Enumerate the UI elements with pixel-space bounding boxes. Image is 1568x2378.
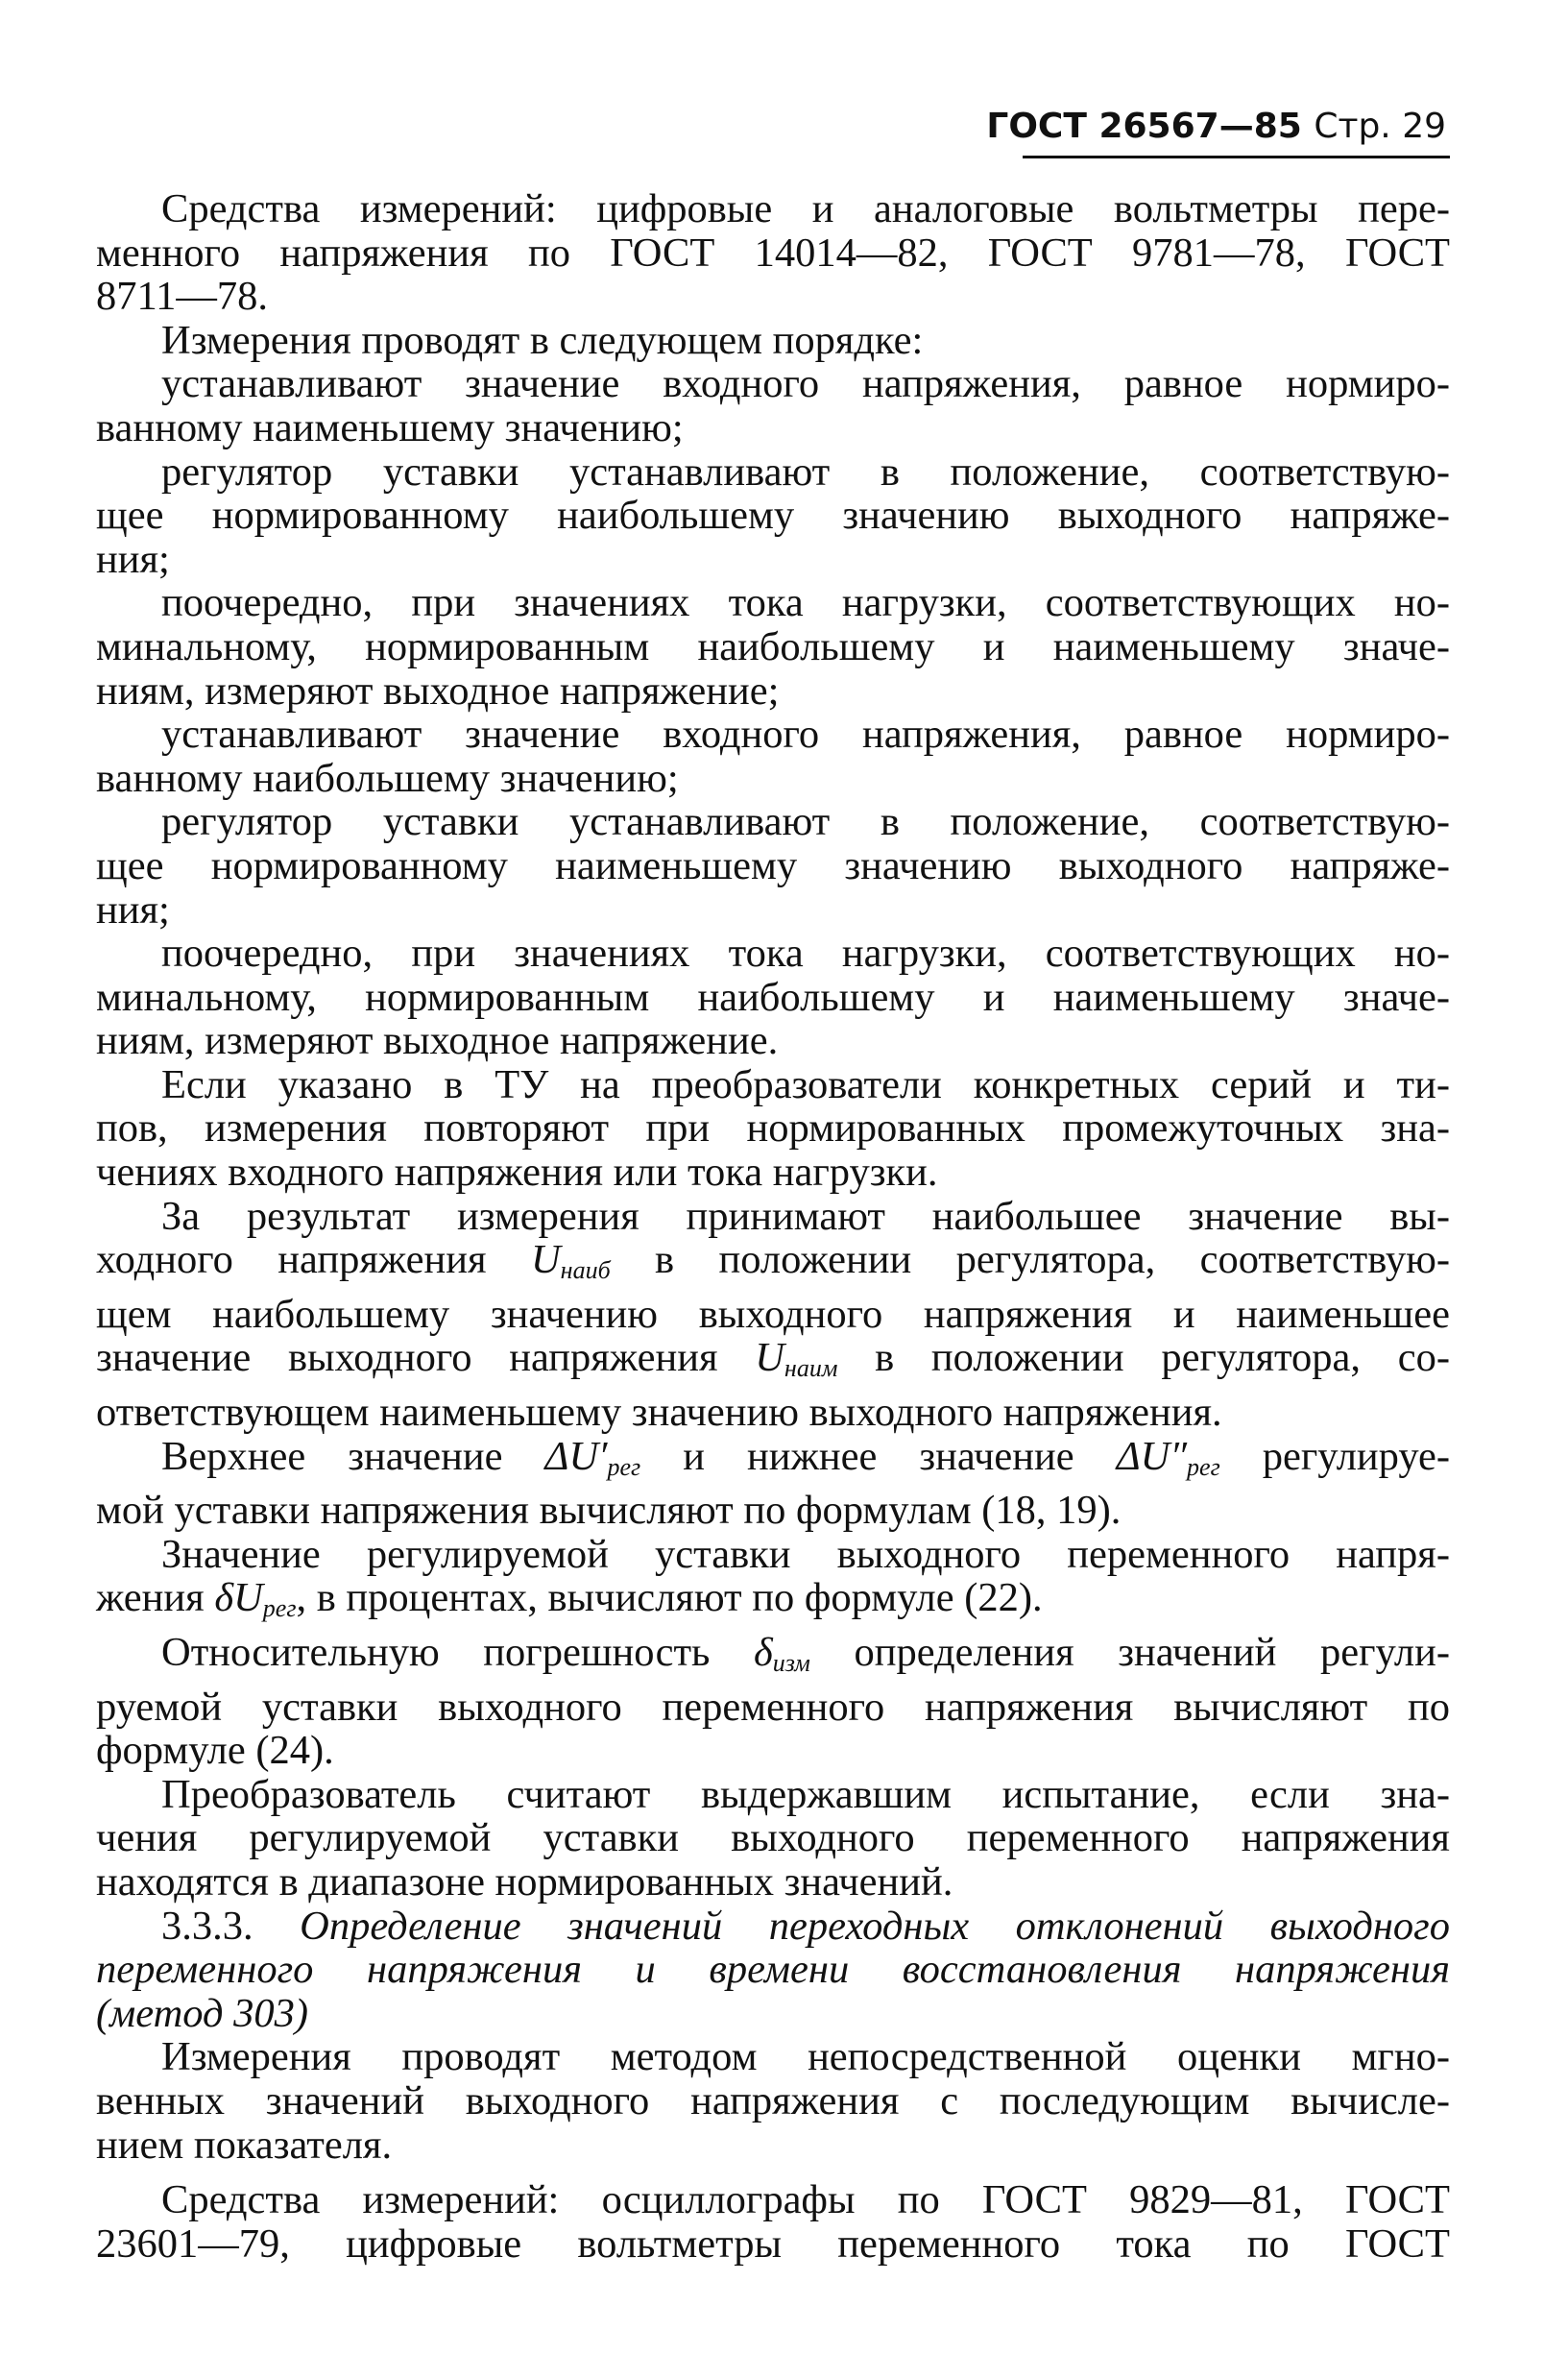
text-line: менного напряжения по ГОСТ 14014—82, ГОСТ 9781—78, ГОСТ: [96, 230, 1450, 276]
text-line: Средства измерений: осциллографы по ГОСТ 9829—81, ГОСТ: [161, 2177, 1450, 2223]
paragraph-step: [96, 713, 1450, 800]
text-line: венных значений выходного напряжения с последующим вычисле-: [96, 2077, 1450, 2123]
text-line: [96, 1435, 1450, 1490]
paragraph-upper-lower: [96, 1435, 1450, 1533]
text-fragment: регулируе-: [1262, 1433, 1451, 1479]
text-line: ответствующем наименьшему значению выходного напряжения.: [96, 1390, 1222, 1436]
text-fragment: Верхнее значение: [161, 1433, 503, 1479]
paragraph-method: [96, 2035, 1450, 2167]
paragraph-measurement-tools: [96, 187, 1450, 319]
text-line: поочередно, при значениях тока нагрузки, соответствующих но-: [161, 580, 1450, 626]
text-line: руемой уставки выходного переменного напряжения вычисляют по: [96, 1684, 1450, 1730]
symbol-subscript: рег: [262, 1594, 297, 1623]
text-line: [96, 1336, 1450, 1391]
text-line: ванному наибольшему значению;: [96, 755, 679, 801]
symbol-delta-meas: [754, 1630, 810, 1675]
text-line: 23601—79, цифровые вольтметры переменного тока по ГОСТ: [96, 2220, 1450, 2267]
text-line: устанавливают значение входного напряжения, равное нормиро-: [161, 712, 1450, 758]
symbol-delta-u-lower: [1117, 1434, 1220, 1479]
text-line: Измерения проводят методом непосредственной оценки мгно-: [161, 2034, 1450, 2080]
paragraph-result: [96, 1195, 1450, 1435]
text-line: [96, 1905, 1450, 1949]
paragraph-step: [96, 800, 1450, 932]
text-line: нием показателя.: [96, 2122, 393, 2168]
symbol-delta-u-upper: [545, 1434, 641, 1479]
text-line: [96, 1576, 1450, 1631]
paragraph-step: [96, 362, 1450, 449]
text-line: минальному, нормированным наибольшему и наименьшему значе-: [96, 623, 1450, 669]
text-line: поочередно, при значениях тока нагрузки, соответствующих но-: [161, 931, 1450, 977]
text-line: щее нормированному наименьшему значению выходного напряже-: [96, 842, 1450, 888]
symbol-subscript: рег: [1187, 1452, 1220, 1481]
symbol-base: U: [755, 1335, 784, 1381]
paragraph-relative-error: [96, 1631, 1450, 1773]
symbol-subscript: изм: [772, 1649, 810, 1677]
text-line: щее нормированному наибольшему значению выходного напряже-: [96, 493, 1450, 539]
text-line: [96, 1631, 1450, 1686]
section-title-part: переменного напряжения и времени восстановления напряжения: [96, 1947, 1450, 1993]
text-line: ния;: [96, 536, 170, 582]
text-fragment: , в процентах, вычисляют по формуле (22).: [296, 1575, 1043, 1621]
symbol-subscript: наиб: [560, 1256, 611, 1285]
page-header: [96, 106, 1450, 148]
symbol-base: U: [530, 1237, 561, 1283]
text-line: Если указано в ТУ на преобразователи конкретных серий и ти-: [161, 1061, 1450, 1107]
paragraph-step: [96, 581, 1450, 713]
symbol-u-min: [755, 1335, 838, 1383]
text-line: мой уставки напряжения вычисляют по формулам (18, 19).: [96, 1488, 1122, 1534]
text-line: находятся в диапазоне нормированных значений.: [96, 1858, 953, 1905]
symbol-subscript: рег: [607, 1452, 641, 1481]
section-title-part: Определение значений переходных отклонений выходного: [300, 1903, 1450, 1949]
text-fragment: значение выходного напряжения: [96, 1335, 718, 1381]
paragraph-tu-note: [96, 1063, 1450, 1195]
text-line: щем наибольшему значению выходного напряжения и наименьшее: [96, 1291, 1450, 1337]
header-rule: [1023, 156, 1450, 158]
text-fragment: и нижнее значение: [683, 1433, 1074, 1479]
text-fragment: ходного напряжения: [96, 1237, 487, 1283]
text-line: Измерения проводят в следующем порядке:: [161, 317, 924, 363]
paragraph-setpoint-value: [96, 1533, 1450, 1631]
symbol-base: δU: [214, 1575, 263, 1621]
text-line: ванному наименьшему значению;: [96, 404, 684, 450]
section-heading-3-3-3: [96, 1905, 1450, 2036]
text-line: минальному, нормированным наибольшему и наименьшему значе-: [96, 974, 1450, 1020]
text-line: формуле (24).: [96, 1728, 334, 1774]
text-line: Значение регулируемой уставки выходного переменного напря-: [161, 1531, 1450, 1577]
symbol-delta-u-reg: [214, 1575, 297, 1623]
paragraph-tools-oscillographs: [96, 2178, 1450, 2266]
paragraph-pass-criterion: [96, 1773, 1450, 1905]
text-line: За результат измерения принимают наибольшее значение вы-: [161, 1193, 1450, 1239]
text-fragment: Относительную погрешность: [161, 1630, 711, 1675]
text-line: ниям, измеряют выходное напряжение;: [96, 667, 780, 714]
text-line: ния;: [96, 886, 170, 933]
text-fragment: определения значений регули-: [854, 1630, 1451, 1675]
document-page: [96, 106, 1450, 2266]
symbol-base: δ: [754, 1630, 773, 1675]
text-line: регулятор уставки устанавливают в положение, соответствую-: [161, 799, 1450, 845]
symbol-u-max: [530, 1237, 611, 1285]
text-line: Средства измерений: цифровые и аналоговые вольтметры пере-: [161, 186, 1450, 231]
document-body: [96, 187, 1450, 2266]
text-line: чениях входного напряжения или тока нагрузки.: [96, 1150, 938, 1196]
standard-number: ГОСТ 26567—85: [986, 107, 1302, 146]
text-line: пов, измерения повторяют при нормированных промежуточных зна-: [96, 1105, 1450, 1152]
paragraph-step: [96, 450, 1450, 582]
symbol-subscript: наим: [784, 1354, 838, 1383]
symbol-base: ΔU″: [1116, 1433, 1188, 1479]
symbol-base: ΔU′: [544, 1433, 608, 1479]
section-title-part: (метод 303): [96, 1990, 308, 2036]
text-line: регулятор уставки устанавливают в положение, соответствую-: [161, 449, 1450, 495]
text-line: устанавливают значение входного напряжения, равное нормиро-: [161, 361, 1450, 407]
text-fragment: в положении регулятора, соответствую-: [655, 1237, 1451, 1283]
text-fragment: жения: [96, 1575, 205, 1621]
text-line: 8711—78.: [96, 274, 269, 320]
text-line: Преобразователь считают выдержавшим испытание, если зна-: [161, 1771, 1450, 1817]
paragraph-step: [96, 932, 1450, 1063]
text-fragment: в положении регулятора, со-: [875, 1335, 1450, 1381]
text-line: [96, 1238, 1450, 1293]
page-number: Стр. 29: [1314, 107, 1446, 146]
text-line: чения регулируемой уставки выходного переменного напряжения: [96, 1815, 1450, 1861]
section-number: 3.3.3.: [161, 1903, 253, 1949]
text-line: ниям, измеряют выходное напряжение.: [96, 1018, 779, 1064]
paragraph-order-intro: [96, 319, 1450, 363]
